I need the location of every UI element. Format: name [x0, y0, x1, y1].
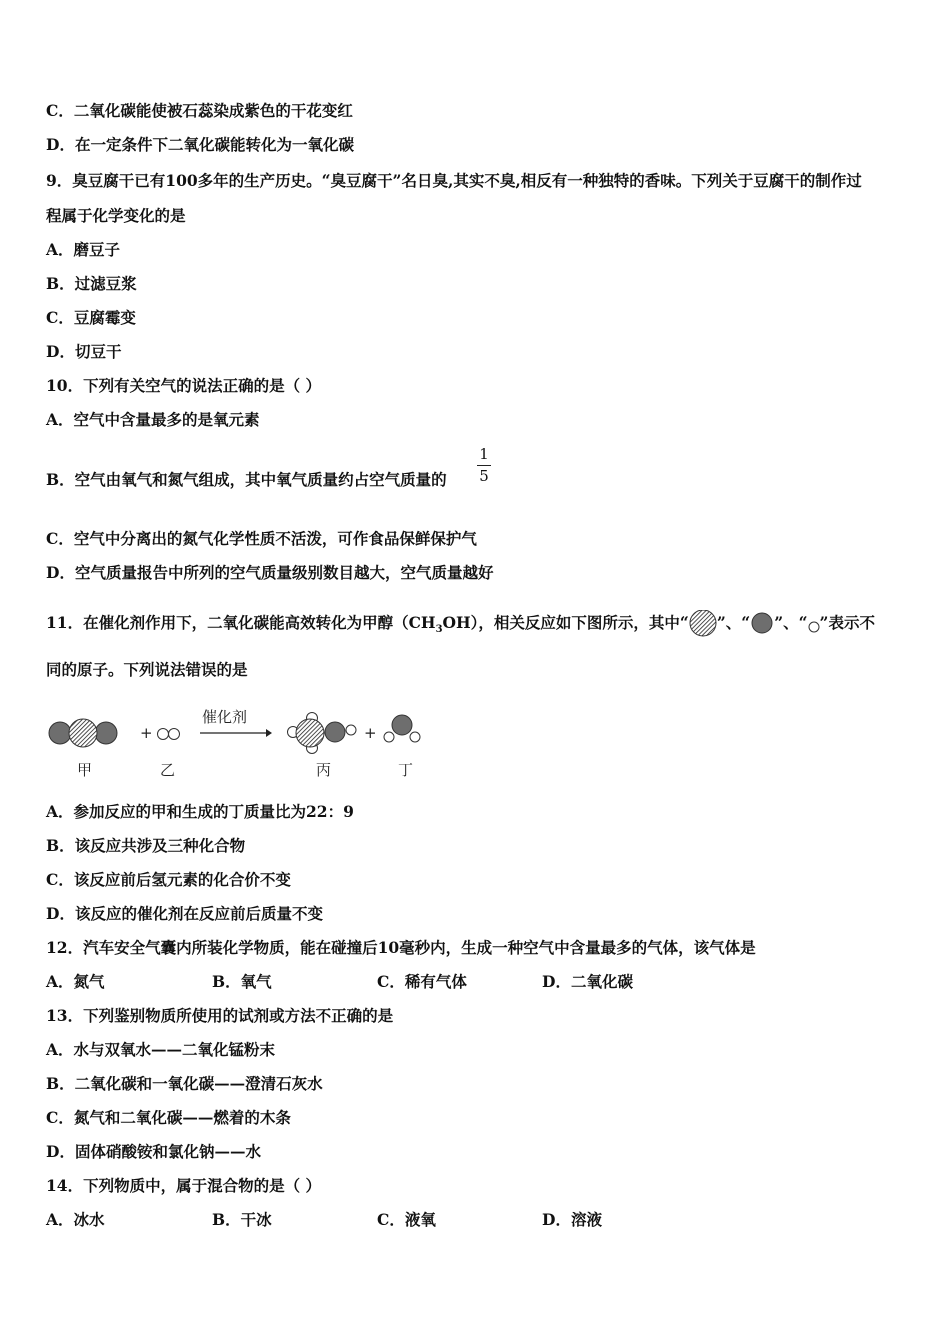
q11-quote-sep1: ”、“: [716, 613, 751, 632]
q12-option-b: B．氧气: [212, 972, 272, 991]
q9-option-b: B．过滤豆浆: [46, 274, 137, 293]
catalyst-label: 催化剂: [202, 708, 248, 726]
q13-option-a: A．水与双氧水——二氧化锰粉末: [46, 1040, 276, 1059]
q14-option-d: D．溶液: [542, 1210, 602, 1229]
q11-stem-post: ”表示不: [819, 613, 875, 632]
q10-option-d: D．空气质量报告中所列的空气质量级别数目越大，空气质量越好: [46, 563, 494, 582]
molecule-ding: [384, 715, 420, 742]
molecule-bing: [288, 713, 357, 754]
q10-stem: 10．下列有关空气的说法正确的是（ ）: [46, 376, 321, 395]
plus-sign-1: +: [140, 724, 153, 742]
plus-sign-2: +: [364, 724, 377, 742]
q10-option-a: A．空气中含量最多的是氧元素: [46, 410, 260, 429]
q14-option-a: A．冰水: [46, 1210, 105, 1229]
q11-option-a: A．参加反应的甲和生成的丁质量比为22：9: [46, 802, 354, 821]
small-atom-icon: [808, 614, 820, 634]
gray-atom-icon: [750, 612, 774, 636]
fraction-numerator: 1: [479, 445, 489, 463]
q11-option-d: D．该反应的催化剂在反应前后质量不变: [46, 904, 323, 923]
q8-option-c: C．二氧化碳能使被石蕊染成紫色的干花变红: [46, 101, 353, 120]
label-ding: 丁: [398, 761, 414, 779]
q8-option-d: D．在一定条件下二氧化碳能转化为一氧化碳: [46, 135, 354, 154]
q13-stem: 13．下列鉴别物质所使用的试剂或方法不正确的是: [46, 1006, 394, 1025]
q13-option-d: D．固体硝酸铵和氯化钠——水: [46, 1142, 261, 1161]
q9-option-c: C．豆腐霉变: [46, 308, 136, 327]
q11-stem-line2: 同的原子。下列说法错误的是: [46, 660, 248, 679]
q11-stem-pre: 11．在催化剂作用下，二氧化碳能高效转化为甲醇（CH: [46, 613, 436, 632]
q12-option-c: C．稀有气体: [377, 972, 467, 991]
hatched-atom-icon: [689, 610, 717, 638]
q9-option-a: A．磨豆子: [46, 240, 121, 259]
fraction-denominator: 5: [479, 467, 489, 485]
reaction-diagram: [46, 700, 446, 785]
label-jia: 甲: [77, 761, 93, 779]
q14-option-b: B．干冰: [212, 1210, 272, 1229]
q10-option-b: B．空气由氧气和氮气组成，其中氧气质量约占空气质量的: [46, 470, 447, 489]
q10-option-c: C．空气中分离出的氮气化学性质不活泼，可作食品保鲜保护气: [46, 529, 477, 548]
q9-option-d: D．切豆干: [46, 342, 122, 361]
q11-quote-sep2: ”、“: [774, 613, 808, 632]
q13-option-b: B．二氧化碳和一氧化碳——澄清石灰水: [46, 1074, 323, 1093]
q12-option-a: A．氮气: [46, 972, 105, 991]
label-yi: 乙: [160, 761, 176, 779]
molecule-yi: [158, 729, 180, 740]
q9-stem-line1: 9．臭豆腐干已有100多年的生产历史。“臭豆腐干”名日臭,其实不臭,相反有一种独特的香味。下列关于豆腐干的制作过: [46, 171, 862, 190]
arrow-head: [266, 729, 272, 737]
q11-stem-mid: OH），相关反应如下图所示，其中“: [442, 613, 689, 632]
q14-option-c: C．液氧: [377, 1210, 436, 1229]
q13-option-c: C．氮气和二氧化碳——燃着的木条: [46, 1108, 291, 1127]
q12-stem: 12．汽车安全气囊内所装化学物质，能在碰撞后10毫秒内，生成一种空气中含量最多的气体，该气体是: [46, 938, 756, 957]
label-bing: 丙: [316, 761, 332, 779]
molecule-jia: [49, 719, 117, 747]
fraction-bar: [477, 465, 491, 466]
q11-option-c: C．该反应前后氢元素的化合价不变: [46, 870, 291, 889]
q9-stem-line2: 程属于化学变化的是: [46, 206, 186, 225]
subscript-3: 3: [435, 624, 443, 636]
q11-stem-line1: [46, 610, 875, 640]
q14-stem: 14．下列物质中，属于混合物的是（ ）: [46, 1176, 321, 1195]
q11-option-b: B．该反应共涉及三种化合物: [46, 836, 246, 855]
q12-option-d: D．二氧化碳: [542, 972, 633, 991]
fraction-one-fifth: [477, 446, 491, 485]
